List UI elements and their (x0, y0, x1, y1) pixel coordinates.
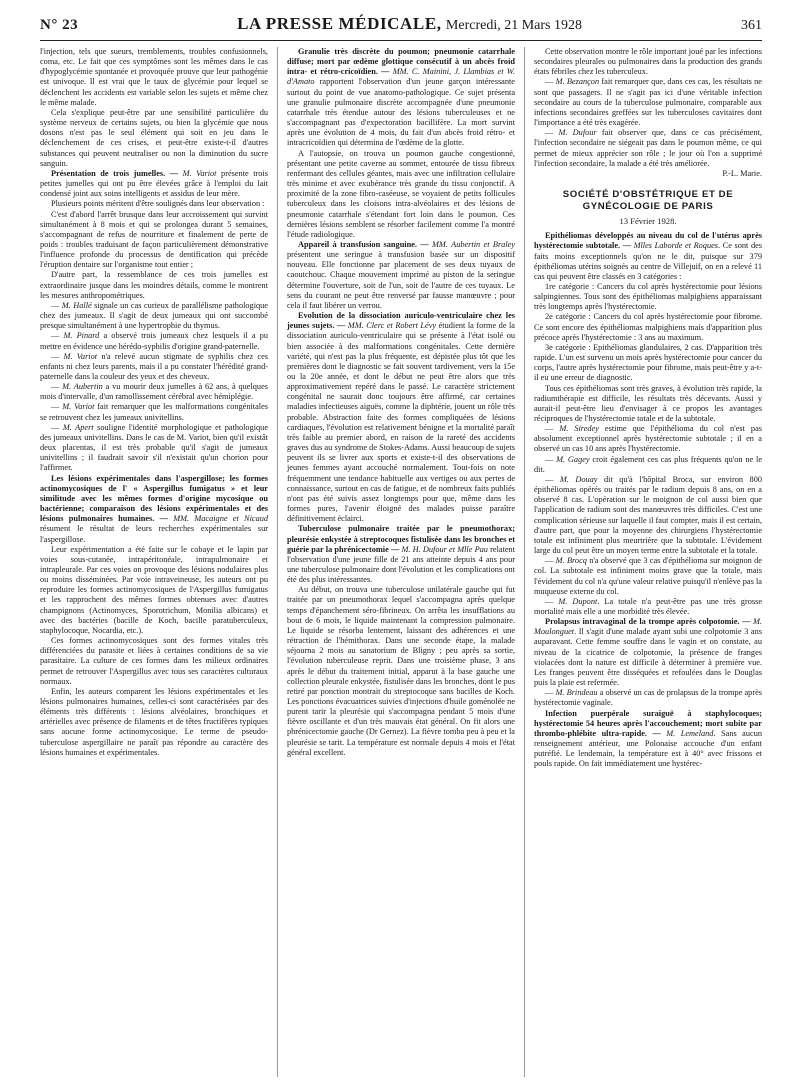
paragraph (40, 270, 268, 300)
paragraph-text: — (545, 128, 559, 138)
author-name: M. Variot (62, 402, 95, 412)
author-name: MM. Macaigne et Nicaud (173, 514, 269, 524)
author-name: M. Moulonguet (534, 617, 762, 637)
author-name: M. Bezançon (555, 77, 600, 87)
author-name: M. Gagey (556, 454, 590, 464)
paragraph (40, 331, 268, 351)
paragraph (40, 108, 268, 169)
paragraph (40, 545, 268, 636)
author-name: M. Variot (63, 351, 98, 361)
paragraph-text: étudient la forme de la dissociation auriculo-ventriculaire qui se présente à l'état isolé ou bien associée à des malformations congénitales. Cette dernière variété, qui n'est pas la plus fréquente, est dépistée plus tôt que les premières dont le diagnostic se fait souvent tardivement, vers la 15e ou la 20e année, et dont le début ne peut être alors que très approximativement repéré dans le passé. Le caractère strictement congénital ne saurait donc toujours être affirmé, car certaines maladies infectieuses aiguës, comme la diphtérie, jouent un rôle très probable. Abstraction faite des formes compliquées de lésions cardiaques, l'évolution est relativement bénigne et la mortalité paraît très faible au premier abord, en raison de la rareté des accidents graves dus au syndrome de Stokes-Adams. Aussi beaucoup de sujets peuvent ils se livrer aux sports et existe-t-il des observations de jeunes femmes ayant accouché normalement. Tout-fois on note fréquemment une tendance habituelle aux vertiges ou aux pertes de connaissance, surtout en cas de fatigue, et de nombreux faits publiés n'ont pas été suivis assez longtemps pour que, même dans les formes pures, l'avenir éloigné des malades puisse paraître définitivement éclairci. (287, 321, 515, 524)
paragraph-text: — (545, 596, 559, 606)
paragraph-heading: Appareil à transfusion sanguine. — (298, 239, 433, 249)
paragraph (534, 47, 762, 77)
paragraph-text: . Il s'agit d'une malade ayant subi une colpotomie 3 ans auparavant. Cette femme souffre dans le vagin et on constate, au niveau de la cicatrice de colpotomie, la présence de franges violacées dont la nature est difficile à déterminer à première vue. Les franges peuvent être disséquées et refoulées dans le Douglas puis la plaie est refermée. (534, 627, 762, 688)
paragraph-text: présentent une seringue à transfusion basée sur un dispositif nouveau. Elle fonctionne par placement de ses deux tuyaux de caoutchouc. Chaque mouvement imprimé au piston de la seringue détermine l'ouverture, soit de l'un, soit de l'autre de ces tuyaux. Le sens du courant ne peut être renversé par fausse manœuvre ; pour cela il faut libérer un verrou. (287, 250, 515, 310)
paragraph-text: Cette observation montre le rôle important joué par les infections secondaires pleurales ou pulmonaires dans la production des grands états fébriles chez les tuberculeux. (534, 47, 762, 77)
paragraph-heading: Les lésions expérimentales dans l'aspergillose; les formes actinomycosiques de l' « Aspergillus fumigatus » et leur similitude avec les mêmes formes d'origine mycosique ou bactérienne; comparaison des lésions expérimentales et des lésions pulmonaires humaines. — (40, 473, 268, 524)
author-name: MM. Clerc et Robert Lévy (347, 321, 437, 331)
paragraph-text: D'autre part, la ressemblance de ces trois jumelles est extraordinaire jusque dans les moindres détails, comme le montrent les mesures anthropométriques. (40, 270, 268, 300)
paragraph (534, 128, 762, 169)
paragraph-text: relatent l'observation d'une jeune fille de 21 ans atteinte depuis 4 ans pour une tuberculose pulmonaire dont l'évolution et les complications ont été des plus intéressantes. (287, 544, 516, 585)
paragraph-text: — (545, 474, 560, 484)
paragraph-heading: Prolapsus intravaginal de la trompe après colpotomie. — (545, 617, 753, 627)
paragraph-heading: Evolution de la dissociation auriculo-ventriculaire chez les jeunes sujets. — (287, 311, 515, 331)
paragraph-text: rapportent l'observation d'un jeune garçon intéressante surtout du point de vue anatomo-pathologique. Ce sujet présenta une granulie pulmonaire discrète accompagnée d'une pneumonie catarrhale très étendue autour des lésions tuberculeuses et ne s'accompagnant pas d'expectoration bacillifère. La mort survint après une évolution de 4 mois, du fait d'un abcès froid rétro- et intracricoïdien qui détermina de l'œdème de la glotte. (287, 77, 515, 148)
paragraph (534, 597, 762, 617)
paragraph (40, 636, 268, 687)
author-name: M. Hallé (61, 300, 92, 310)
paragraph (287, 524, 515, 585)
author-name: M. H. Dufour et Mlle Pau (401, 544, 488, 554)
paragraph-text: n'a observé que 3 cas d'épithélioma sur moignon de col. La subtotale est infiniment moins grave que la totale, mais l'évidement du col n'a qu'une valeur relative puisqu'il n'enlève pas la muqueuse externe du col. (534, 556, 762, 596)
column-3 (534, 47, 762, 1077)
paragraph-heading: Epithéliomas développés au niveau du col de l'utérus après hystérectomie subtotale. — (534, 231, 762, 251)
paragraph-text: C'est d'abord l'arrêt brusque dans leur accroissement qui survint simultanément à 8 mois et qui se prolongea durant 5 semaines, s'accompagnant de refus de nourriture et finalement de perte de poids : troubles traduisant de façon particulièrement démonstrative l'influence profonde du processus de dentification qui précède l'éruption dentaire sur l'organisme tout entier ; (40, 209, 268, 270)
author-name: M. Variot (182, 168, 217, 178)
paragraph-text: — (545, 77, 556, 87)
paragraph-text: — (51, 402, 63, 412)
society-date: 13 Février 1928. (619, 216, 677, 227)
paragraph-text: Tous ces épithéliomas sont très graves, à évolution très rapide, la radiumthérapie est difficile, les résultats très décevants. Aussi y aurait-il peut-être lieu d'envisager à ce propos les avantages réciproques de l'hystérectomie totale et de la subtotale. (534, 383, 762, 423)
paragraph (534, 475, 762, 556)
paragraph (40, 687, 268, 758)
page-number: 361 (740, 18, 762, 33)
text-columns (40, 47, 762, 1077)
paragraph (40, 301, 268, 331)
journal-title (237, 14, 582, 34)
paragraph-text: — (51, 422, 63, 432)
author-name: M. Dufour (558, 128, 597, 138)
author-name: M. Apert (62, 422, 94, 432)
paragraph (40, 474, 268, 545)
paragraph (40, 402, 268, 422)
paragraph (40, 199, 268, 209)
paragraph-heading: Tuberculose pulmonaire traitée par le pneumothorax; pleurésie enkystée à streptocoques fistulisée dans les bronches et guérie par la phrénicectomie — (287, 524, 515, 554)
paragraph-text: fait remarquer que les malformations congénitales se retrouvent chez les jumeaux univitellins. (40, 402, 268, 422)
paragraph-text: Au début, on trouva une tuberculose unilatérale gauche qui fut traitée par un pneumothorax lequel s'accompagna après quelque temps d'épanchement séro-fibrineux. On arrêta les insufflations au bout de 6 mois, le liquide maintenant la compression pulmonaire. Le liquide se résorba lentement, laissant des adhérences et une rétraction de l'hémithorax. Dans une seconde étape, la malade séjourna 2 mois au sanatorium de Bligny ; peu après sa sortie, l'évolution tuberculeuse reprit. Dans une troisième phase, 3 ans après le début du traitement initial, apparut à la base gauche une collection pleurale enkystée, fistulisée dans les bronches, dont le pus retiré par ponction montrait du streptocoque sans bacilles de Koch. Les ponctions évacuatrices suivies d'injections d'huile goménolée ne purent tarir la pleurésie qui s'accompagna pendant 5 mois d'une fièvre oscillante et d'un très mauvais état général. On fit alors une phrénicectomie gauche (Dr Gernez). La fièvre tomba peu à peu et la pleurésie se tarit. La température est normale depuis 4 mois et l'état général excellent. (287, 585, 515, 757)
paragraph-heading: Présentation de trois jumelles. — (51, 168, 183, 178)
paragraph (287, 149, 515, 240)
paragraph (40, 210, 268, 271)
society-heading: SOCIÉTÉ D'OBSTÉTRIQUE ET DE GYNÉCOLOGIE DE PARIS (562, 189, 734, 213)
page-header (40, 14, 762, 41)
paragraph-text: — (545, 454, 557, 464)
paragraph (534, 556, 762, 597)
paragraph-text: — (51, 351, 64, 361)
column-divider (524, 47, 525, 1077)
paragraph-text: . Sans aucun renseignement antérieur, une Polonaise accouche d'un enfant putréfié. Le lendemain, la température est à 40° avec frissons et pouls rapide. On fait immédiatement une hystérec- (534, 728, 762, 769)
paragraph (287, 47, 515, 149)
paragraph (534, 455, 762, 475)
journal-name: LA PRESSE MÉDICALE, (237, 14, 442, 33)
author-name: M. Aubertin (62, 382, 103, 392)
paragraph-text: . La totale n'a peut-être pas une très grosse mortalité mais elle a une morbidité très élevée. (534, 596, 762, 616)
issue-date: Mercredi, 21 Mars 1928 (445, 18, 582, 33)
author-name: MM. C. Mainini, J. Llambias et W. d'Amato (287, 67, 515, 87)
paragraph-heading: Infection puerpérale suraiguë à staphylocoques; hystérectomie 54 heures après l'accouchement; mort subite par thrombo-phlébite ultra-rapide. — (534, 708, 762, 738)
paragraph (287, 585, 515, 758)
column-2 (287, 47, 515, 1077)
paragraph-text: Ces formes actinomycosiques sont des formes vitales très différenciées du parasite et liées à certaines conditions de sa vie parasitaire. La culture de ces formes dans les milieux ordinaires permet de retrouver l'Aspergillus avec tous ses caractères culturaux normaux. (40, 636, 268, 686)
paragraph-text: l'injection, tels que sueurs, tremblements, troubles confusionnels, coma, etc. Le fait que ces symptômes sont les mêmes dans le cas d'hypoglycémie spontanée et provoquée prouve que leur pathogénie est univoque. Il est vrai que le taux de glycémie pour lequel se déclenchent les accidents est variable selon les sujets et même chez le même malade. (40, 47, 268, 107)
paragraph-text: . Ce sont des faits moins exceptionnels qu'on ne le dit, puisque sur 379 épithéliomas utérins soignés au centre de Villejuif, on en a relevé 11 cas qui peuvent être classés en 3 catégories : (534, 241, 762, 281)
paragraph (287, 311, 515, 524)
paragraph-text: a vu mourir deux jumelles à 62 ans, à quelques mois d'intervalle, d'un ramollissement cérébral avec hémiplégie. (40, 382, 268, 402)
column-1 (40, 47, 268, 1077)
paragraph (534, 709, 762, 770)
paragraph-text: — (51, 300, 62, 310)
paragraph-text: a observé trois jumeaux chez lesquels il a pu mettre en évidence une hérédo-syphilis d'origine grand-paternelle. (40, 331, 268, 351)
column-divider (277, 47, 278, 1077)
author-name: M. Douay (559, 474, 598, 484)
author-name: M. Brindeau (555, 688, 598, 698)
paragraph (40, 423, 268, 474)
paragraph (534, 424, 762, 454)
paragraph-text: a observé un cas de prolapsus de la trompe après hystérectomie vaginale. (534, 688, 762, 708)
paragraph (534, 343, 762, 384)
paragraph (40, 169, 268, 199)
paragraph-text: fait remarquer que, dans ces cas, les résultats ne sont que passagers. Il ne s'agit pas ici d'une véritable infection secondaire au cours de la tuberculose pulmonaire, comparable aux infections secondaires greffées sur les tuberculoses cavitaires dont l'importance a été très exagérée. (534, 77, 762, 128)
paragraph-text: dit qu'à l'hôpital Broca, sur environ 800 épithéliomas opérés ou traités par le radium depuis 8 ans, on en a observé 8 cas. L'opération sur le moignon de col aussi bien que l'application de radium sont des manœuvres très difficiles. C'est une complication sérieuse sur laquelle il faut compter, mais il est certain, d'autre part, que pour la moyenne des chirurgiens l'hystérectomie totale est infiniment plus meurtrière que la subtotale. L'évidement large du col peut être un moyen terme entre la subtotale et la totale. (534, 474, 762, 556)
paragraph-text: Cela s'explique peut-être par une sensibilité particulière du système nerveux de certains sujets, ou bien la glycémie que nous dosons n'est pas le seul élément qui soit en jeu dans le déclenchement de ces crises, et peut-être existe-t-il d'autres substances qui peuvent neutraliser ou non la diminution du sucre sanguin. (40, 107, 268, 168)
paragraph-heading: Granulie très discrète du poumon; pneumonie catarrhale diffuse; mort par œdème glottique consécutif à un abcès froid intra- et rétro-cricoïdien. — (287, 47, 515, 77)
paragraph-text: résument le résultat de leurs recherches expérimentales sur l'aspergillose. (40, 524, 268, 544)
paragraph-text: 1re catégorie : Cancers du col après hystérectomie pour lésions salpingiennes. Tous sont des épithéliomas malpighiens apparaissant très longtemps après l'hystérectomie. (534, 281, 762, 312)
paragraph-text: — (545, 688, 556, 698)
paragraph (40, 382, 268, 402)
paragraph-text: — (51, 382, 63, 392)
author-name: M. Pinard (63, 331, 100, 341)
author-name: MM. Aubertin et Braley (432, 239, 515, 249)
paragraph-text: — (545, 556, 556, 566)
paragraph-text: Plusieurs points méritent d'être soulignés dans leur observation : (51, 199, 265, 209)
paragraph (40, 352, 268, 382)
author-name: M. Lemeland (666, 728, 714, 738)
paragraph (534, 77, 762, 128)
paragraph-text: croit également ces cas plus fréquents qu'on ne le dit. (534, 454, 762, 474)
author-name: Mlles Laborde et Roques (633, 241, 719, 251)
paragraph-text: A l'autopsie, on trouva un poumon gauche congestionné, présentant une petite caverne au sommet, entourée de tissu fibreux renfermant des cellules géantes, mais avec une infiltration cellulaire très minime et avec exubérance très grande du tissu conjonctif. A proximité de la zone fibro-caséeuse, se voyaient de petits follicules tuberculeux dans les cloisons intra-alvéolaires et des lésions de pneumonie catarrhale s'étendant fort loin dans le poumon. Ces dernières lésions semblent se résorber facilement comme l'a montré l'étude radiologique. (287, 148, 515, 239)
paragraph-text: souligne l'identité morphologique et pathologique des jumeaux univitellins. Dans le cas de M. Variot, bien qu'il existât deux placentas, il est très probable qu'il s'agit de jumeaux univitellins ; il faudrait savoir s'il n'existait qu'un chorion pour l'affirmer. (40, 422, 269, 473)
column-3-top (534, 47, 762, 169)
author-name: M. Brocq (555, 556, 587, 566)
author-signature: P.-L. Marie. (722, 168, 762, 178)
author-name: M. Siredey (559, 424, 599, 434)
author-name: M. Dupont (558, 596, 598, 606)
paragraph-text: 2e catégorie : Cancers du col après hystérectomie pour fibrome. Ce sont encore des épithéliomas malpighiens mais d'apparition plus précoce après l'hystérectomie : 3 ans au maximum. (534, 312, 762, 342)
paragraph-text: estime que l'épithélioma du col n'est pas absolument exceptionnel après hystérectomie subtotale ; il en a observé un cas 10 ans après l'hystérectomie. (534, 424, 762, 454)
paragraph-text: fait observer que, dans ce cas précisément, l'infection secondaire ne siégeait pas dans le poumon même, ce qui permet de mieux apprécier son rôle ; le jour où l'on a supprimé l'infection secondaire, la malade a été très améliorée. (534, 128, 762, 168)
paragraph (287, 240, 515, 311)
paragraph (534, 384, 762, 425)
column-3-bottom (534, 231, 762, 769)
paragraph-text: signale un cas curieux de parallélisme pathologique chez des jumeaux. Il s'agit de deux jumeaux qui ont succombé presque simultanément à une hypertrophie du thymus. (40, 300, 268, 331)
paragraph-text: — (51, 331, 64, 341)
paragraph-text: 3e catégorie : Epithéliomas glandulaires, 2 cas. D'apparition très rapide. L'un est survenu un mois après hystérectomie pour cancer du corps, l'autre après hystérectomie pour fibrome, mais peut-être y a-t-il eu une erreur de diagnostic. (534, 342, 762, 383)
paragraph (534, 688, 762, 708)
paragraph-text: n'a relevé aucun stigmate de syphilis chez ces enfants ni chez leurs parents, mais il a pu constater l'hérédité grand-paternelle dans la couleur des yeux et des cheveux. (40, 351, 268, 381)
paragraph (534, 617, 762, 688)
issue-number: N° 23 (40, 17, 79, 33)
paragraph (40, 47, 268, 108)
paragraph (534, 312, 762, 342)
paragraph-text: Leur expérimentation a été faite sur le cobaye et le lapin par voies sous-cutanée, intrapéritonéale, intrapulmonaire et intrapleurale. Par ces voies on provoque des lésions nodulaires plus ou moins disséminées. Par voie intraveineuse, les auteurs ont pu reproduire les formes actinomycosiques de l'Aspergillus fumigatus et les rapprochent des mêmes formes obtenues avec d'autres champignons (Actinomyces, Sporotrichum, Monilia albicans) et avec des bactéries (bacille de Koch, bacille paratuberculeux, staphylocoque, Nocardia, etc.). (40, 544, 268, 635)
paragraph-text: Enfin, les auteurs comparent les lésions expérimentales et les lésions pulmonaires humaines, celles-ci sont caractérisées par des éléments très différents : lésions alvéolaires, bronchiques et artérielles avec présence de filaments et de têtes fructifères typiques sans aucune forme actinomycosique. Le terme de pseudo-tuberculose aspergillaire ne paraît pas répondre au caractère des lésions humaines et expérimentales. (40, 686, 268, 757)
paragraph (534, 282, 762, 312)
paragraph-text: présente trois petites jumelles qui ont pu être élevées grâce à l'emploi du lait condensé joint aux soins intelligents et assidus de leur mère. (40, 168, 268, 199)
paragraph-text: — (545, 424, 560, 434)
paragraph (534, 231, 762, 282)
